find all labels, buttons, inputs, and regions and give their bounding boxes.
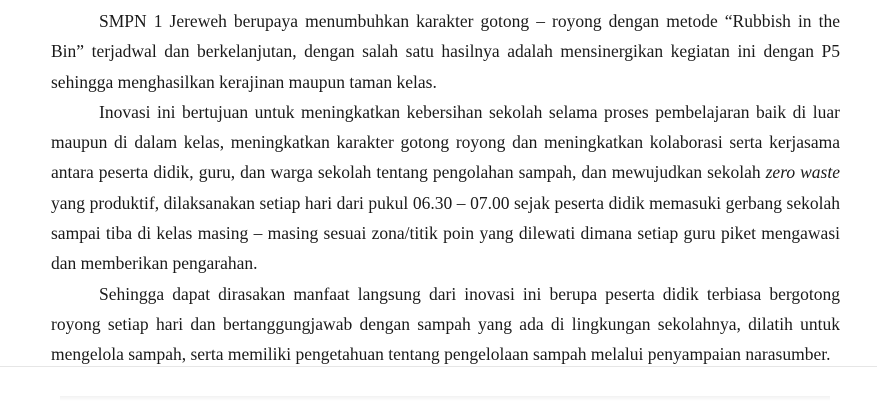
paragraph-2: [51, 97, 840, 279]
page-bottom-shadow: [60, 396, 830, 401]
paragraph-2-text-start: Inovasi ini bertujuan untuk meningkatkan kebersihan sekolah selama proses pembelajaran baik di luar maupun di dalam kelas, meningkatkan karakter gotong royong dan meningkatkan kolaborasi serta kerjasama antara peserta didik, guru, dan warga sekolah tentang pengolahan sampah, dan mewujudkan sekolah: [51, 101, 840, 183]
paragraph-3: Sehingga dapat dirasakan manfaat langsung dari inovasi ini berupa peserta didik terbiasa bergotong royong setiap hari dan bertanggungjawab dengan sampah yang ada di lingkungan sekolahnya, dilatih untuk mengelola sampah, serta memiliki pengetahuan tentang pengelolaan sampah melalui penyampaian narasumber.: [51, 283, 840, 365]
paragraph-2-text-end: yang produktif, dilaksanakan setiap hari dari pukul 06.30 – 07.00 sejak peserta didik memasuki gerbang sekolah sampai tiba di kelas masing – masing sesuai zona/titik poin yang dilewati dimana setiap guru piket mengawasi dan memberikan pengarahan.: [51, 192, 840, 274]
paragraph-1: SMPN 1 Jereweh berupaya menumbuhkan karakter gotong – royong dengan metode “Rubbish in the Bin” terjadwal dan berkelanjutan, dengan salah satu hasilnya adalah mensinergikan kegiatan ini dengan P5 sehingga menghasilkan kerajinan maupun taman kelas.: [51, 11, 840, 92]
zero-waste-italic: zero waste: [765, 162, 840, 183]
page-edge-line: [0, 366, 877, 367]
document-body: [51, 6, 840, 370]
